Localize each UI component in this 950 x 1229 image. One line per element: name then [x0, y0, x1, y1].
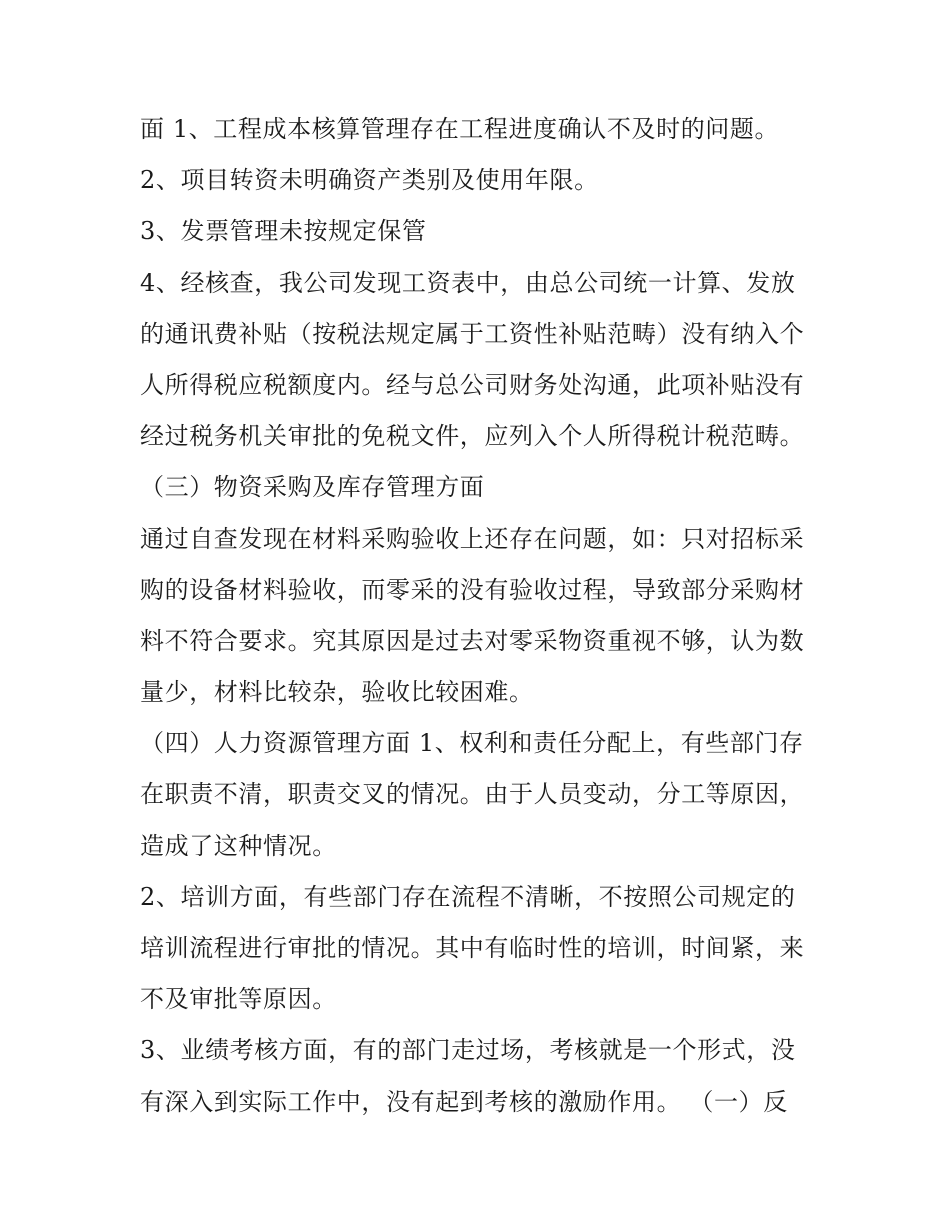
text-line: 不及审批等原因。	[140, 985, 337, 1014]
text-line: 量少，材料比较杂，验收比较困难。	[140, 678, 534, 707]
text-line: 4、经核查，我公司发现工资表中，由总公司统一计算、发放	[140, 268, 796, 297]
text-line: 3、发票管理未按规定保管	[140, 217, 427, 246]
text-line: 面 1、工程成本核算管理存在工程进度确认不及时的问题。	[140, 115, 780, 143]
text-line: 在职责不清，职责交叉的情况。由于人员变动，分工等原因，	[140, 780, 805, 809]
text-line: 有深入到实际工作中，没有起到考核的激励作用。 （一）反	[140, 1087, 788, 1116]
text-line: 的通讯费补贴（按税法规定属于工资性补贴范畴）没有纳入个	[140, 319, 805, 348]
text-line: 2、项目转资未明确资产类别及使用年限。	[140, 166, 599, 195]
text-line: 2、培训方面，有些部门存在流程不清晰，不按照公司规定的	[140, 882, 796, 911]
document-body	[140, 104, 830, 1128]
text-line: 购的设备材料验收，而零采的没有验收过程，导致部分采购材	[140, 575, 805, 604]
text-line: 经过税务机关审批的免税文件，应列入个人所得税计税范畴。	[140, 422, 805, 451]
text-line: 通过自查发现在材料采购验收上还存在问题，如：只对招标采	[140, 524, 805, 553]
text-line: 造成了这种情况。	[140, 831, 337, 860]
text-line: 培训流程进行审批的情况。其中有临时性的培训，时间紧，来	[140, 934, 805, 962]
section-heading: （三）物资采购及库存管理方面	[140, 473, 485, 502]
text-line: 人所得税应税额度内。经与总公司财务处沟通，此项补贴没有	[140, 370, 805, 399]
text-line: 3、业绩考核方面，有的部门走过场，考核就是一个形式，没	[140, 1036, 796, 1065]
section-heading: （四）人力资源管理方面 1、权利和责任分配上，有些部门存	[140, 729, 804, 758]
text-line: 料不符合要求。究其原因是过去对零采物资重视不够，认为数	[140, 626, 805, 655]
